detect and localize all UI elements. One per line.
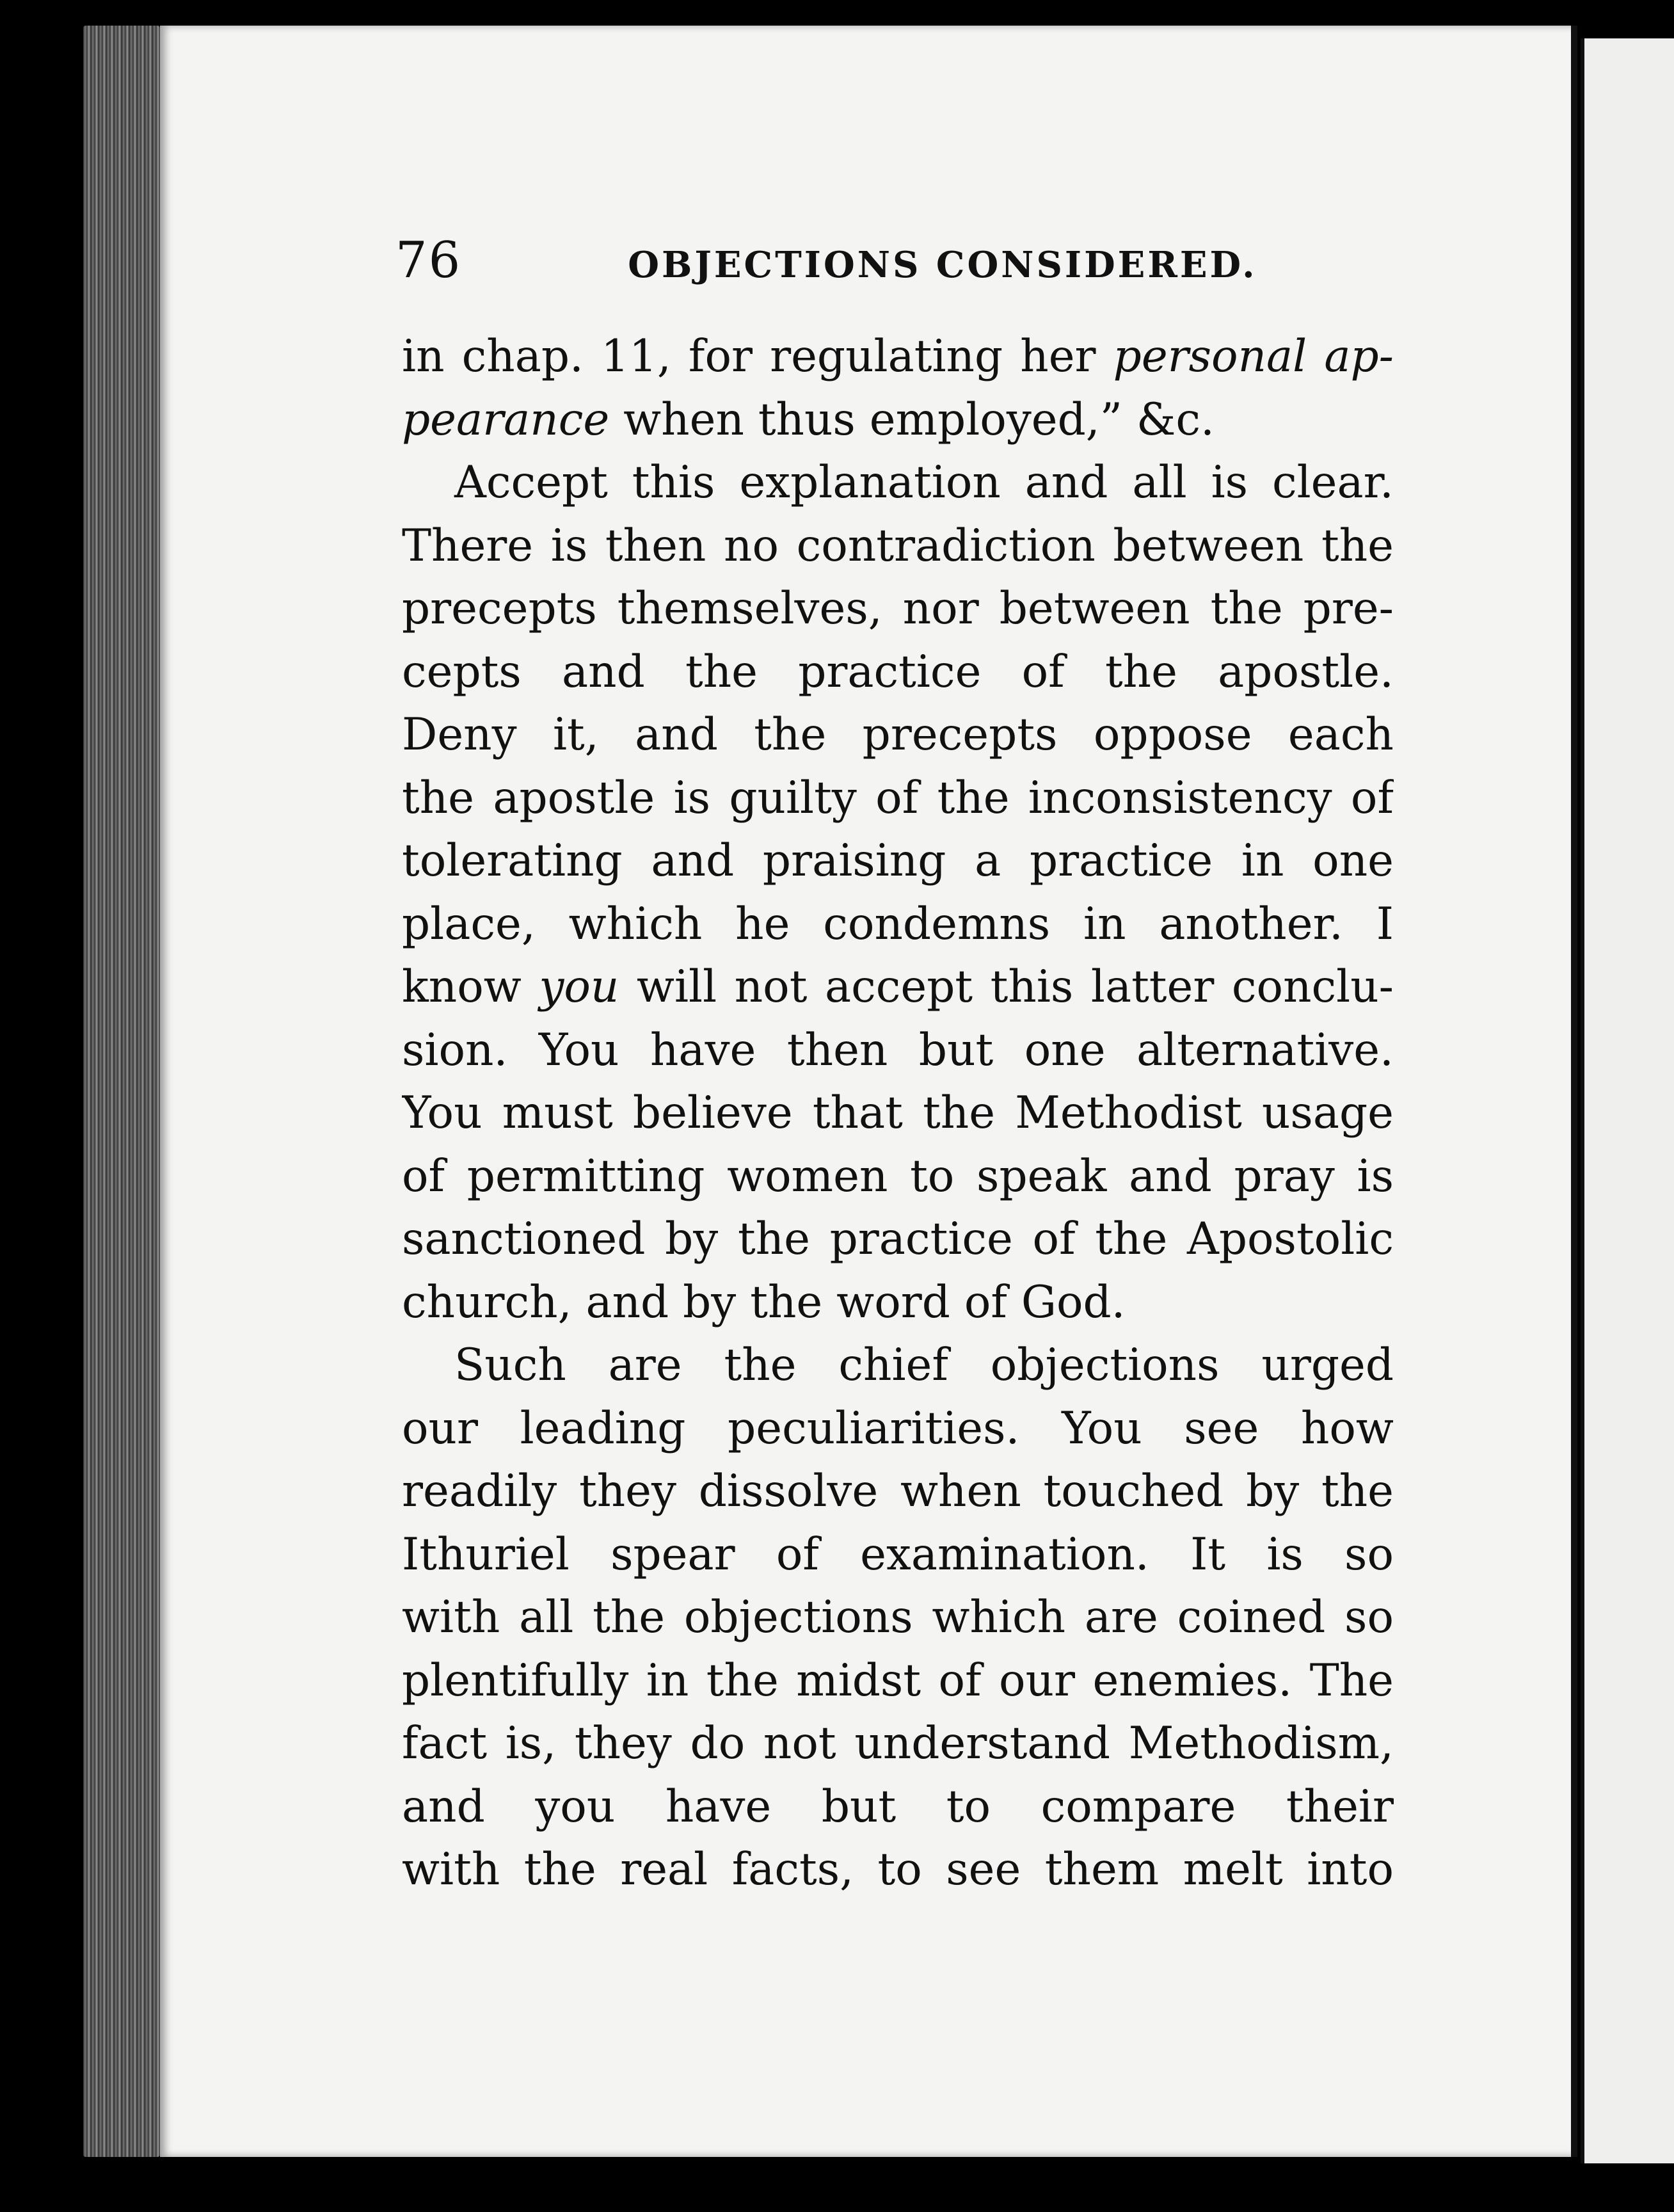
text-line: with all the objections which are coined so — [402, 1592, 1394, 1643]
text-line: and you have but to compare their — [402, 1781, 1394, 1832]
text-line: Accept this explanation and all is clear. — [454, 457, 1394, 508]
running-title: OBJECTIONS CONSIDERED. — [628, 244, 1257, 286]
text-line: sanctioned by the practice of the Apostolic — [402, 1214, 1394, 1265]
text-line: the apostle is guilty of the inconsistency of — [402, 772, 1394, 824]
text-line: of permitting women to speak and pray is — [402, 1150, 1394, 1202]
text-line: Deny it, and the precepts oppose each — [402, 709, 1394, 760]
running-head — [395, 232, 1394, 289]
text-line: There is then no contradiction between the — [402, 520, 1394, 572]
text-line: plentifully in the midst of our enemies. The — [402, 1655, 1394, 1706]
text-line: place, which he condemns in another. I — [402, 898, 1394, 950]
text-line: sion. You have then but one alternative. — [402, 1024, 1394, 1076]
text-line: Ithuriel spear of examination. It is so — [402, 1528, 1394, 1580]
text-line: know you will not accept this latter conclu- — [402, 961, 1394, 1013]
text-line: readily they dissolve when touched by the — [402, 1466, 1394, 1517]
text-line: pearance when thus employed,” &c. — [402, 394, 1215, 445]
text-line: with the real facts, to see them melt into — [402, 1844, 1394, 1895]
facing-page-edge — [1581, 38, 1674, 2163]
text-line: church, and by the word of God. — [402, 1276, 1126, 1328]
gutter — [1571, 26, 1577, 2157]
page-edges — [83, 26, 160, 2157]
text-line: cepts and the practice of the apostle. — [402, 646, 1394, 698]
text-line: in chap. 11, for regulating her personal ap- — [402, 331, 1394, 382]
page-number: 76 — [395, 232, 462, 289]
text-line: our leading peculiarities. You see how — [402, 1402, 1394, 1454]
text-line: You must believe that the Methodist usage — [402, 1087, 1394, 1139]
body-text — [402, 325, 1394, 1902]
text-line: precepts themselves, nor between the pre- — [402, 583, 1394, 634]
text-line: fact is, they do not understand Methodism, — [402, 1718, 1394, 1769]
text-line: Such are the chief objections urged — [454, 1340, 1394, 1391]
text-line: tolerating and praising a practice in one — [402, 835, 1394, 886]
